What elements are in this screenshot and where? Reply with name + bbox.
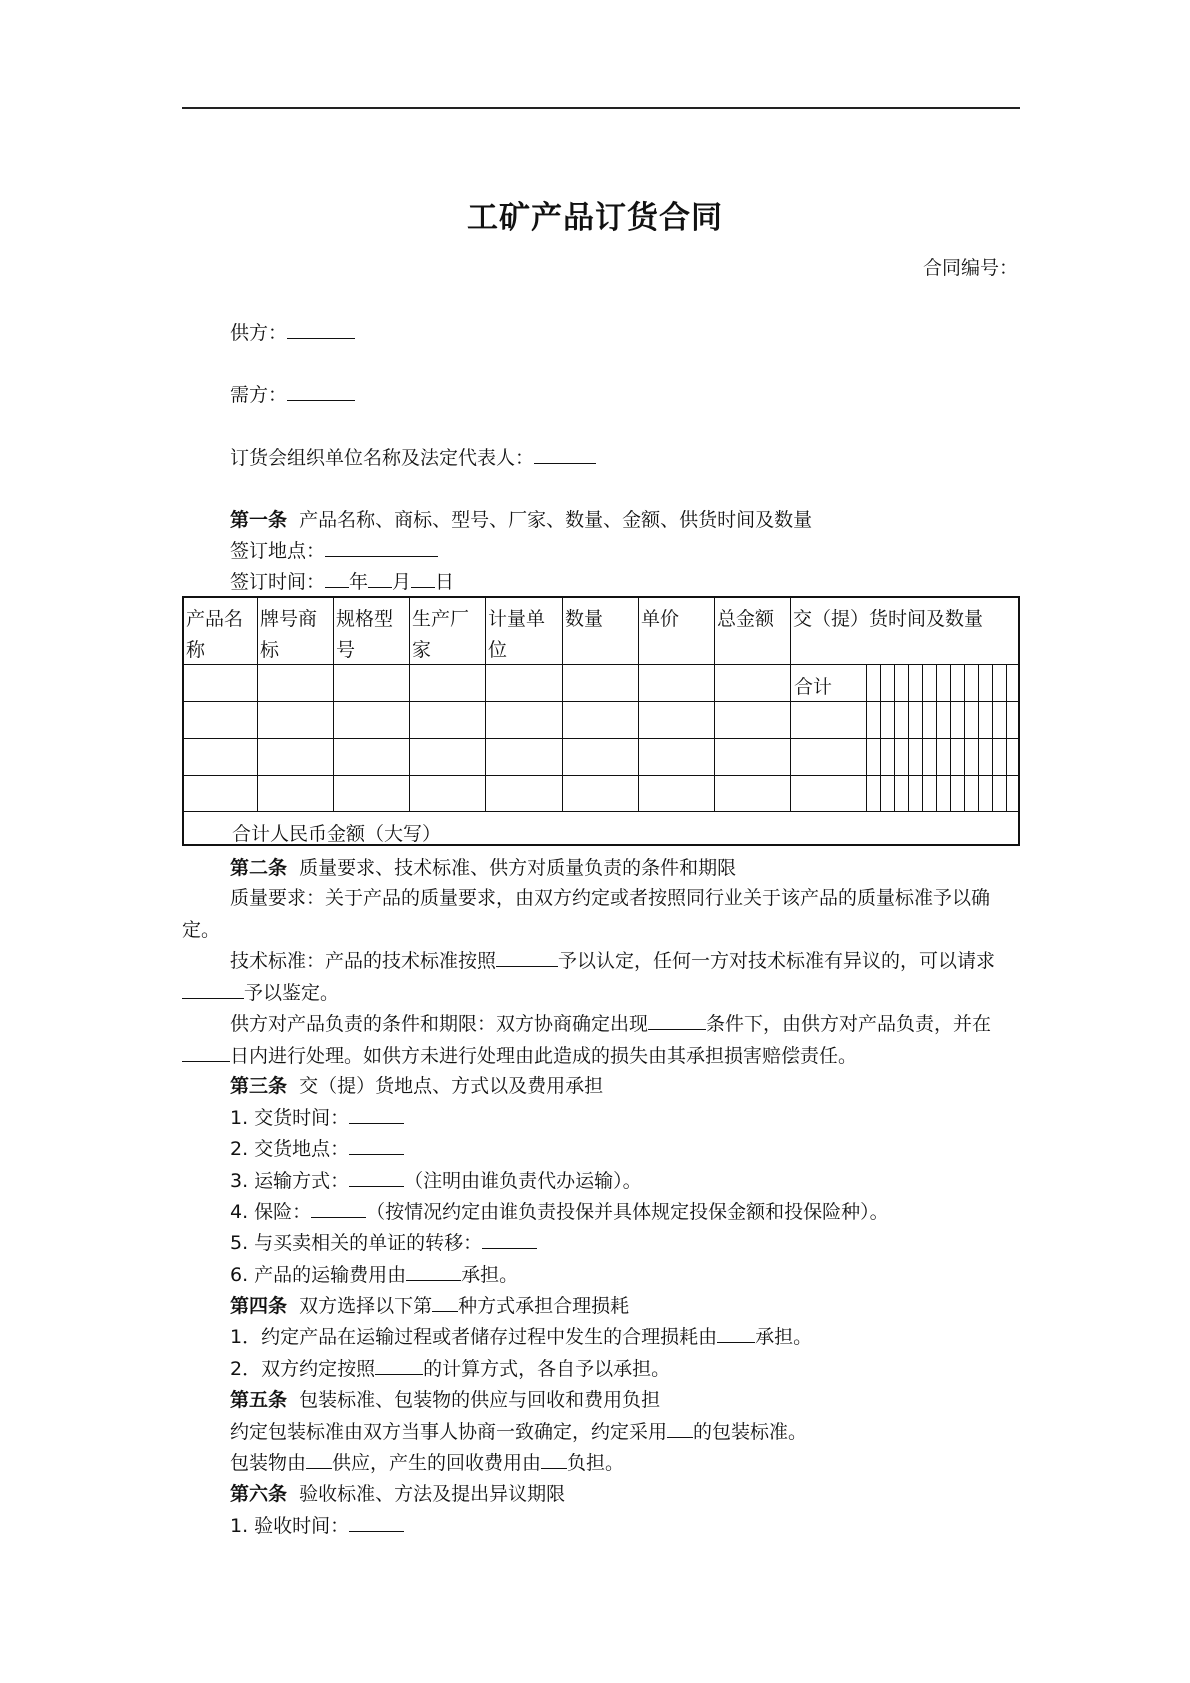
loss-option-2 — [230, 1354, 670, 1381]
article-6-heading — [230, 1479, 565, 1506]
transport-line — [230, 1166, 642, 1193]
day-blank[interactable] — [411, 569, 435, 588]
document-title: 工矿产品订货合同 — [467, 200, 723, 236]
year-label: 年 — [349, 571, 369, 593]
tech-text-c: 予以鉴定。 — [244, 982, 340, 1004]
table-row-line — [184, 738, 1018, 739]
sign-place-line — [230, 536, 438, 563]
article-4-text-b: 种方式承担合理损耗 — [458, 1295, 630, 1317]
packaging-standard-blank[interactable] — [667, 1419, 693, 1438]
delivery-time-line — [230, 1103, 404, 1130]
article-5-heading — [230, 1385, 660, 1412]
delivery-sub-line — [1006, 664, 1007, 811]
sign-place-blank[interactable] — [325, 538, 438, 557]
supplier-blank[interactable] — [287, 320, 355, 339]
table-col-line — [409, 598, 410, 811]
loss-option-1 — [230, 1322, 812, 1349]
delivery-sub-line — [992, 664, 993, 811]
buyer-line — [230, 380, 355, 407]
delivery-sub-line — [866, 664, 867, 811]
table-col-line — [638, 598, 639, 811]
header-unit: 计量单位 — [488, 608, 546, 661]
table-row-line — [184, 811, 1018, 812]
article-2-title: 质量要求、技术标准、供方对质量负责的条件和期限 — [299, 857, 737, 879]
sign-place-label: 签订地点： — [230, 540, 326, 562]
header-brand: 牌号商标 — [260, 608, 318, 661]
year-blank[interactable] — [325, 569, 349, 588]
contract-number-label: 合同编号： — [922, 257, 1018, 279]
organizer-blank[interactable] — [534, 445, 596, 464]
article-5-title: 包装标准、包装物的供应与回收和费用负担 — [299, 1389, 661, 1411]
inspection-time-label: 1. 验收时间： — [230, 1515, 350, 1537]
packaging-supply-text-a: 包装物由 — [230, 1452, 307, 1474]
insurance-blank[interactable] — [311, 1199, 366, 1218]
sign-time-line — [230, 567, 454, 594]
packaging-text-a: 约定包装标准由双方当事人协商一致确定，约定采用 — [230, 1421, 668, 1443]
insurance-label: 4. 保险： — [230, 1201, 312, 1223]
supplier-line — [230, 318, 355, 345]
delivery-sub-line — [894, 664, 895, 811]
article-4-number: 第四条 — [230, 1295, 288, 1317]
insurance-line — [230, 1197, 889, 1224]
article-1-heading — [230, 505, 812, 532]
freight-blank[interactable] — [406, 1262, 461, 1281]
product-table — [182, 596, 1020, 846]
supplier-responsibility — [182, 1008, 1020, 1072]
header-total-amount: 总金额 — [717, 608, 775, 630]
inspection-time-line — [230, 1511, 404, 1538]
documents-blank[interactable] — [482, 1230, 537, 1249]
delivery-place-label: 2. 交货地点： — [230, 1138, 350, 1160]
table-row-line — [184, 701, 1018, 702]
article-5-number: 第五条 — [230, 1389, 288, 1411]
subtotal-label: 合计 — [794, 676, 833, 698]
loss-bearer-blank[interactable] — [717, 1324, 755, 1343]
delivery-place-line — [230, 1134, 404, 1161]
calc-method-blank[interactable] — [375, 1356, 423, 1375]
table-col-line — [485, 598, 486, 811]
table-col-line — [257, 598, 258, 811]
article-3-heading — [230, 1071, 603, 1098]
delivery-time-label: 1. 交货时间： — [230, 1107, 350, 1129]
freight-text-b: 承担。 — [461, 1264, 519, 1286]
delivery-time-blank[interactable] — [349, 1105, 404, 1124]
organizer-line — [230, 443, 596, 470]
loss-option-1-text-b: 承担。 — [755, 1326, 813, 1348]
article-4-text-a: 双方选择以下第 — [299, 1295, 433, 1317]
header-manufacturer: 生产厂家 — [412, 608, 470, 661]
transport-note: （注明由谁负责代办运输）。 — [404, 1170, 642, 1192]
packaging-supply-text-b: 供应，产生的回收费用由 — [332, 1452, 542, 1474]
option-blank[interactable] — [432, 1293, 458, 1312]
header-product-name: 产品名称 — [186, 608, 244, 661]
article-4-heading — [230, 1291, 629, 1318]
resp-text-a: 供方对产品负责的条件和期限：双方协商确定出现 — [230, 1013, 649, 1035]
total-rmb-label: 合计人民币金额（大写） — [232, 823, 442, 845]
insurance-note: （按情况约定由谁负责投保并具体规定投保金额和投保险种）。 — [366, 1201, 889, 1223]
header-quantity: 数量 — [565, 608, 604, 630]
article-1-title: 产品名称、商标、型号、厂家、数量、金额、供货时间及数量 — [299, 509, 813, 531]
article-3-number: 第三条 — [230, 1075, 288, 1097]
article-1-number: 第一条 — [230, 509, 288, 531]
transport-label: 3. 运输方式： — [230, 1170, 350, 1192]
table-row-line — [184, 775, 1018, 776]
packaging-standard-line — [230, 1417, 807, 1444]
technical-standard — [182, 945, 1020, 1009]
header-rule — [182, 107, 1020, 109]
documents-line — [230, 1228, 537, 1255]
header-spec: 规格型号 — [336, 608, 394, 661]
article-6-title: 验收标准、方法及提出异议期限 — [299, 1483, 566, 1505]
packaging-supply-line — [230, 1448, 624, 1475]
condition-blank[interactable] — [648, 1011, 706, 1030]
organizer-label: 订货会组织单位名称及法定代表人： — [230, 447, 535, 469]
tech-text-a: 技术标准：产品的技术标准按照 — [230, 950, 497, 972]
article-2-heading — [230, 853, 736, 880]
month-label: 月 — [392, 571, 412, 593]
packaging-text-b: 的包装标准。 — [693, 1421, 808, 1443]
delivery-sub-line — [964, 664, 965, 811]
loss-option-2-text-b: 的计算方式，各自予以承担。 — [423, 1358, 671, 1380]
table-col-line — [790, 598, 791, 811]
delivery-sub-line — [880, 664, 881, 811]
article-2-number: 第二条 — [230, 857, 288, 879]
article-3-title: 交（提）货地点、方式以及费用承担 — [299, 1075, 604, 1097]
days-blank[interactable] — [182, 1043, 230, 1062]
transport-blank[interactable] — [349, 1168, 404, 1187]
tech-standard-blank[interactable] — [496, 948, 558, 967]
header-delivery: 交（提）货时间及数量 — [793, 608, 984, 630]
delivery-sub-line — [978, 664, 979, 811]
delivery-sub-line — [950, 664, 951, 811]
loss-option-2-text-a: 2．双方约定按照 — [230, 1358, 376, 1380]
table-col-line — [714, 598, 715, 811]
delivery-place-blank[interactable] — [349, 1136, 404, 1155]
resp-text-b: 条件下，由供方对产品负责，并在 — [706, 1013, 992, 1035]
buyer-blank[interactable] — [287, 382, 355, 401]
delivery-sub-line — [936, 664, 937, 811]
supplier-label: 供方： — [230, 322, 288, 344]
packaging-supplier-blank[interactable] — [306, 1450, 332, 1469]
packaging-supply-text-c: 负担。 — [567, 1452, 625, 1474]
freight-line — [230, 1260, 518, 1287]
inspection-time-blank[interactable] — [349, 1513, 404, 1532]
tech-text-b: 予以认定，任何一方对技术标准有异议的，可以请求 — [558, 950, 996, 972]
quality-requirement: 质量要求：关于产品的质量要求，由双方约定或者按照同行业关于该产品的质量标准予以确定。 — [182, 887, 991, 941]
buyer-label: 需方： — [230, 384, 288, 406]
appraisal-blank[interactable] — [182, 980, 244, 999]
documents-label: 5. 与买卖相关的单证的转移： — [230, 1232, 483, 1254]
table-col-line — [333, 598, 334, 811]
table-col-line — [562, 598, 563, 811]
delivery-sub-line — [922, 664, 923, 811]
delivery-sub-line — [908, 664, 909, 811]
month-blank[interactable] — [368, 569, 392, 588]
resp-text-c: 日内进行处理。如供方未进行处理由此造成的损失由其承担损害赔偿责任。 — [230, 1045, 858, 1067]
table-row-line — [184, 664, 1018, 665]
loss-option-1-text-a: 1．约定产品在运输过程或者储存过程中发生的合理损耗由 — [230, 1326, 718, 1348]
article-6-number: 第六条 — [230, 1483, 288, 1505]
day-label: 日 — [435, 571, 455, 593]
freight-text-a: 6. 产品的运输费用由 — [230, 1264, 407, 1286]
header-unit-price: 单价 — [641, 608, 680, 630]
sign-time-label: 签订时间： — [230, 571, 326, 593]
recycling-fee-blank[interactable] — [541, 1450, 567, 1469]
